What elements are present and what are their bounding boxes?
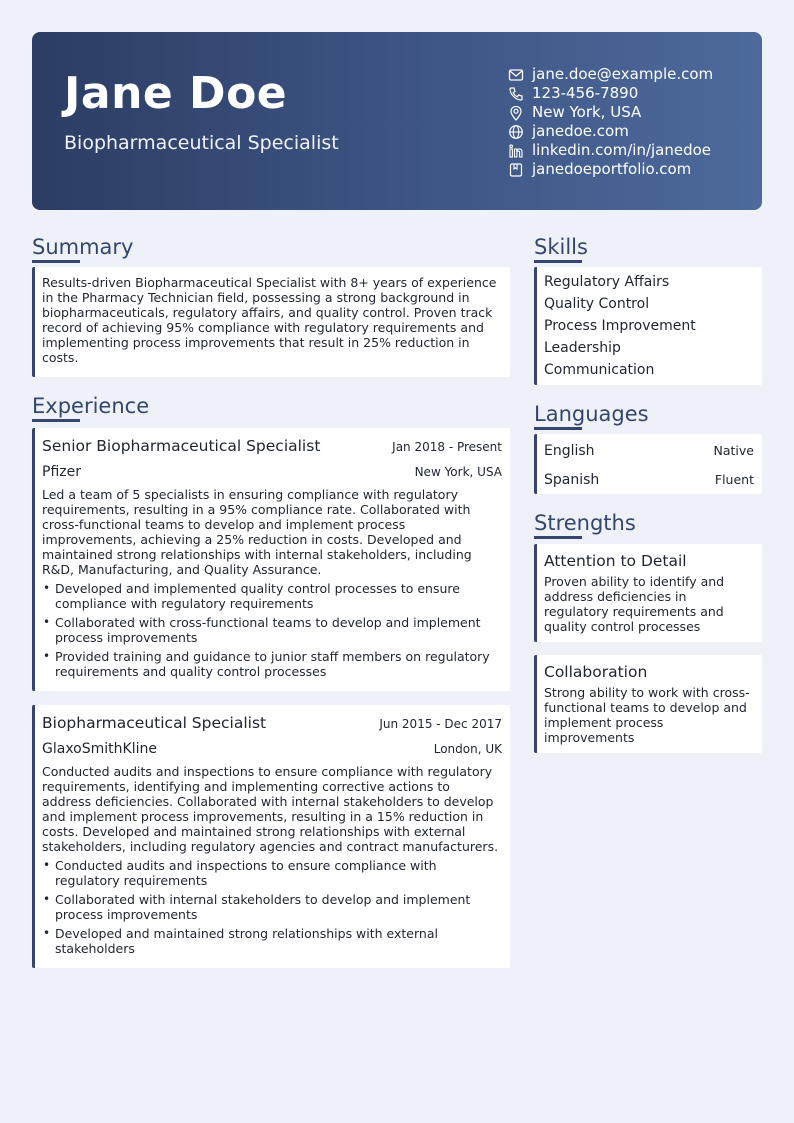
strength-title: Collaboration: [544, 663, 648, 681]
contact-email-text: jane.doe@example.com: [532, 65, 714, 83]
skill-item: Communication: [544, 362, 655, 378]
contact-location: [508, 103, 758, 122]
contact-phone[interactable]: [508, 84, 758, 103]
contact-portfolio-text: janedoeportfolio.com: [532, 160, 692, 178]
job-bullet: • Developed and maintained strong relationships with external stakeholders: [43, 926, 438, 956]
contact-website[interactable]: [508, 122, 758, 141]
job-bullet-text: Developed and maintained strong relationships with external stakeholders: [55, 926, 438, 956]
candidate-name: Jane Doe: [64, 68, 288, 119]
skills-heading: Skills: [534, 235, 588, 259]
job-bullet: • Provided training and guidance to junior staff members on regulatory requirements and quality control processes: [43, 649, 490, 679]
summary-text: Results-driven Biopharmaceutical Specialist with 8+ years of experience in the Pharmacy Technician field, possessing a strong background in biopharmaceuticals, regulatory affairs, and quality control. Proven track record of achieving 95% compliance with regulatory requirements and implementing process improvements that result in 25% reduction in costs.: [42, 275, 497, 365]
job-company: GlaxoSmithKline: [42, 741, 157, 757]
language-row: [544, 436, 754, 465]
skill-item: Quality Control: [544, 296, 650, 312]
job-bullet-text: Conducted audits and inspections to ensure compliance with regulatory requirements: [55, 858, 437, 888]
strength-description: Proven ability to identify and address deficiencies in regulatory requirements and quality control processes: [544, 574, 725, 634]
skill-item: Regulatory Affairs: [544, 274, 670, 290]
strength-description: Strong ability to work with cross-functional teams to develop and implement process improvements: [544, 685, 750, 745]
strength-card: [534, 544, 762, 642]
contact-linkedin-text: linkedin.com/in/janedoe: [532, 141, 712, 159]
contact-list: [508, 65, 758, 179]
job-bullets: [42, 858, 502, 956]
job-dates: Jan 2018 - Present: [392, 440, 502, 454]
job-bullet: • Collaborated with cross-functional teams to develop and implement process improvements: [43, 615, 481, 645]
job-bullet-text: Provided training and guidance to junior staff members on regulatory requirements and quality control processes: [55, 649, 490, 679]
contact-email[interactable]: [508, 65, 758, 84]
summary-heading: Summary: [32, 235, 134, 259]
languages-heading: Languages: [534, 402, 649, 426]
skill-item: Process Improvement: [544, 318, 696, 334]
globe-icon: [508, 124, 524, 140]
job-bullet: • Collaborated with internal stakeholders to develop and implement process improvements: [43, 892, 471, 922]
experience-heading: Experience: [32, 394, 150, 418]
job-location: London, UK: [433, 742, 502, 756]
skills-card: [534, 267, 762, 385]
strengths-heading-underline: [534, 536, 582, 539]
language-name: English: [544, 442, 595, 459]
portfolio-icon: [508, 162, 524, 178]
job-dates: Jun 2015 - Dec 2017: [379, 717, 502, 731]
job-bullet: • Developed and implemented quality control processes to ensure compliance with regulatory requirements: [43, 581, 460, 611]
job-bullet: • Conducted audits and inspections to ensure compliance with regulatory requirements: [43, 858, 437, 888]
linkedin-icon: [508, 143, 524, 159]
language-level: Fluent: [714, 472, 754, 487]
experience-entry: [32, 705, 510, 968]
skills-heading-underline: [534, 260, 582, 263]
job-bullet-text: Developed and implemented quality control processes to ensure compliance with regulatory requirements: [55, 581, 460, 611]
job-bullet-text: Collaborated with cross-functional teams to develop and implement process improvements: [55, 615, 481, 645]
languages-card: [534, 434, 762, 494]
strengths-heading: Strengths: [534, 511, 636, 535]
job-company: Pfizer: [42, 464, 81, 480]
summary-heading-underline: [32, 260, 80, 263]
candidate-title: Biopharmaceutical Specialist: [64, 132, 339, 154]
language-name: Spanish: [544, 471, 600, 488]
experience-entry: [32, 428, 510, 691]
strength-title: Attention to Detail: [544, 552, 687, 570]
job-bullet-text: Collaborated with internal stakeholders to develop and implement process improvements: [55, 892, 471, 922]
job-role: Biopharmaceutical Specialist: [42, 714, 267, 732]
job-description: Conducted audits and inspections to ensure compliance with regulatory requirements, identifying and implementing corrective actions to address deficiencies. Collaborated with internal stakeholders to develop and implement process improvements, resulting in a 15% reduction in costs. Developed and maintained strong relationships with external stakeholders, including regulatory agencies and contract manufacturers.: [42, 764, 499, 854]
job-role: Senior Biopharmaceutical Specialist: [42, 437, 321, 455]
job-description: Led a team of 5 specialists in ensuring compliance with regulatory requirements, resulting in a 95% compliance rate. Collaborated with cross-functional teams to develop and implement process improvements, achieving a 25% reduction in costs. Developed and maintained strong relationships with internal stakeholders, including R&D, Manufacturing, and Quality Assurance.: [42, 487, 472, 577]
contact-linkedin[interactable]: [508, 141, 758, 160]
contact-website-text: janedoe.com: [532, 122, 629, 140]
experience-heading-underline: [32, 419, 80, 422]
contact-phone-text: 123-456-7890: [532, 84, 639, 102]
contact-location-text: New York, USA: [532, 103, 642, 121]
resume-header: [32, 32, 762, 210]
contact-portfolio[interactable]: [508, 160, 758, 179]
language-level: Native: [713, 443, 754, 458]
languages-heading-underline: [534, 427, 582, 430]
language-row: [544, 465, 754, 494]
location-pin-icon: [508, 105, 524, 121]
phone-icon: [508, 86, 524, 102]
skill-item: Leadership: [544, 340, 621, 356]
job-location: New York, USA: [414, 465, 502, 479]
job-bullets: [42, 581, 502, 679]
strength-card: [534, 655, 762, 753]
mail-icon: [508, 67, 524, 83]
summary-card: [32, 267, 510, 377]
